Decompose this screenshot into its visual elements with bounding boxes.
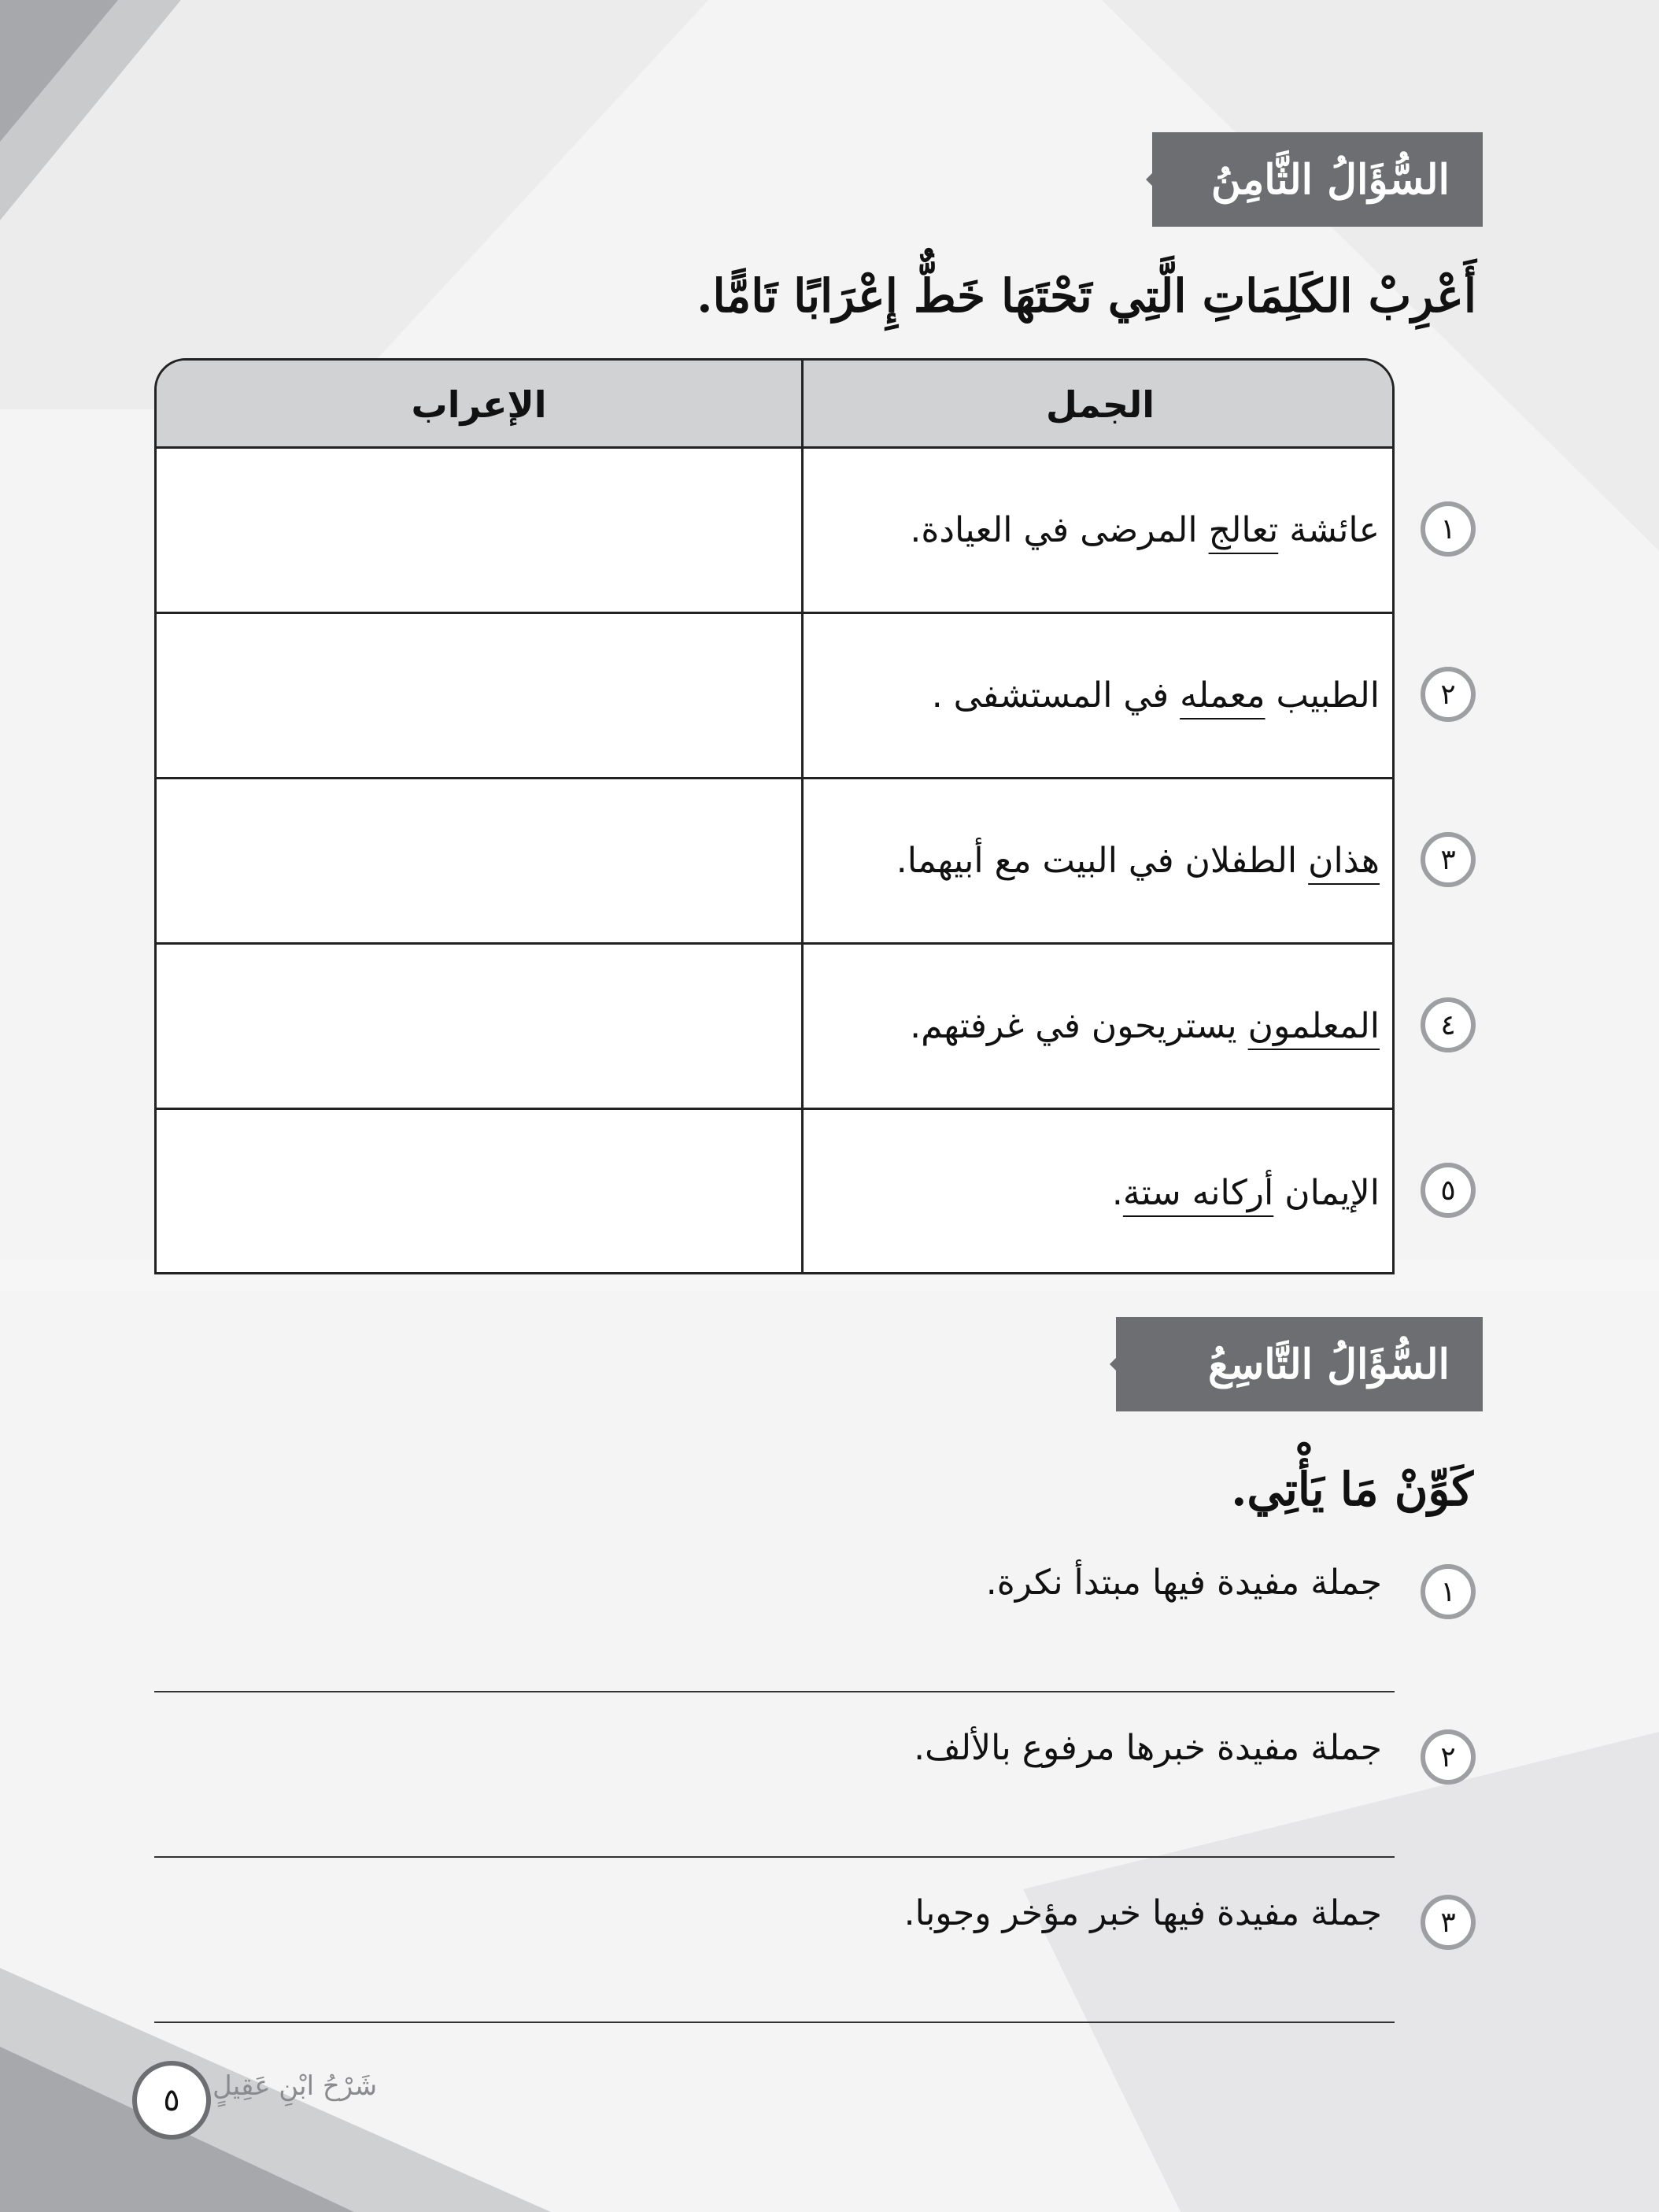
row-number-badge: ٢ <box>1421 667 1476 722</box>
question9-title: السُّؤَالُ التَّاسِعُ <box>1116 1317 1483 1411</box>
question8-title: السُّؤَالُ الثَّامِنُ <box>1152 132 1483 227</box>
task-text: جملة مفيدة فيها مبتدأ نكرة. <box>985 1563 1382 1603</box>
underlined-word: أركانه ستة <box>1122 1172 1274 1213</box>
answer-cell[interactable] <box>157 779 800 942</box>
underlined-word: معمله <box>1180 675 1265 716</box>
page-number: ٥ <box>132 2061 211 2140</box>
underlined-word: تعالج <box>1208 510 1279 550</box>
item-number-badge: ١ <box>1421 1564 1476 1619</box>
answer-cell[interactable] <box>157 1110 800 1274</box>
item-number-badge: ٣ <box>1421 1895 1476 1950</box>
table-row <box>157 779 1392 945</box>
table-row <box>157 945 1392 1110</box>
item-number-badge: ٢ <box>1421 1729 1476 1785</box>
row-number-badge: ٥ <box>1421 1163 1476 1218</box>
sentence-cell <box>813 614 1380 777</box>
book-title: شَرْحُ ابْنِ عَقِيلٍ <box>212 2070 378 2102</box>
answer-cell[interactable] <box>157 614 800 777</box>
table-row <box>157 614 1392 779</box>
table-row <box>157 1110 1392 1274</box>
sentence-cell <box>813 449 1380 612</box>
task-text: جملة مفيدة فيها خبر مؤخر وجوبا. <box>903 1893 1382 1933</box>
sentence-text-before: الإيمان <box>1273 1172 1380 1213</box>
row-number-badge: ٣ <box>1421 832 1476 887</box>
sentence-text-after: المرضى في العيادة. <box>910 510 1209 550</box>
parsing-table <box>154 358 1395 1274</box>
question9-instruction: كَوِّنْ مَا يَأْتِي. <box>1231 1463 1473 1516</box>
task-text: جملة مفيدة خبرها مرفوع بالألف. <box>914 1728 1382 1768</box>
sentence-text-before: عائشة <box>1278 510 1380 550</box>
sentence-text-after: يستريحون في غرفتهم. <box>910 1006 1248 1046</box>
underlined-word: المعلمون <box>1247 1006 1380 1046</box>
answer-cell[interactable] <box>157 449 800 612</box>
sentence-text-after: في المستشفى . <box>931 675 1181 716</box>
header-sentences: الجمل <box>1045 383 1155 426</box>
sentence-cell <box>813 945 1380 1108</box>
table-row <box>157 449 1392 614</box>
underlined-word: هذان <box>1308 841 1380 881</box>
question8-instruction: أَعْرِبْ الكَلِمَاتِ الَّتِي تَحْتَهَا خَطٌّ إِعْرَابًا تَامًّا. <box>696 269 1476 323</box>
sentence-text-after: . <box>1111 1172 1123 1213</box>
row-number-badge: ٤ <box>1421 997 1476 1052</box>
sentence-cell <box>813 779 1380 942</box>
sentence-cell <box>813 1110 1380 1274</box>
answer-cell[interactable] <box>157 945 800 1108</box>
header-parsing: الإعراب <box>411 383 547 426</box>
row-number-badge: ١ <box>1421 501 1476 557</box>
table-header <box>157 361 1392 449</box>
sentence-text-before: الطبيب <box>1265 675 1380 716</box>
sentence-text-after: الطفلان في البيت مع أبيهما. <box>896 841 1309 881</box>
